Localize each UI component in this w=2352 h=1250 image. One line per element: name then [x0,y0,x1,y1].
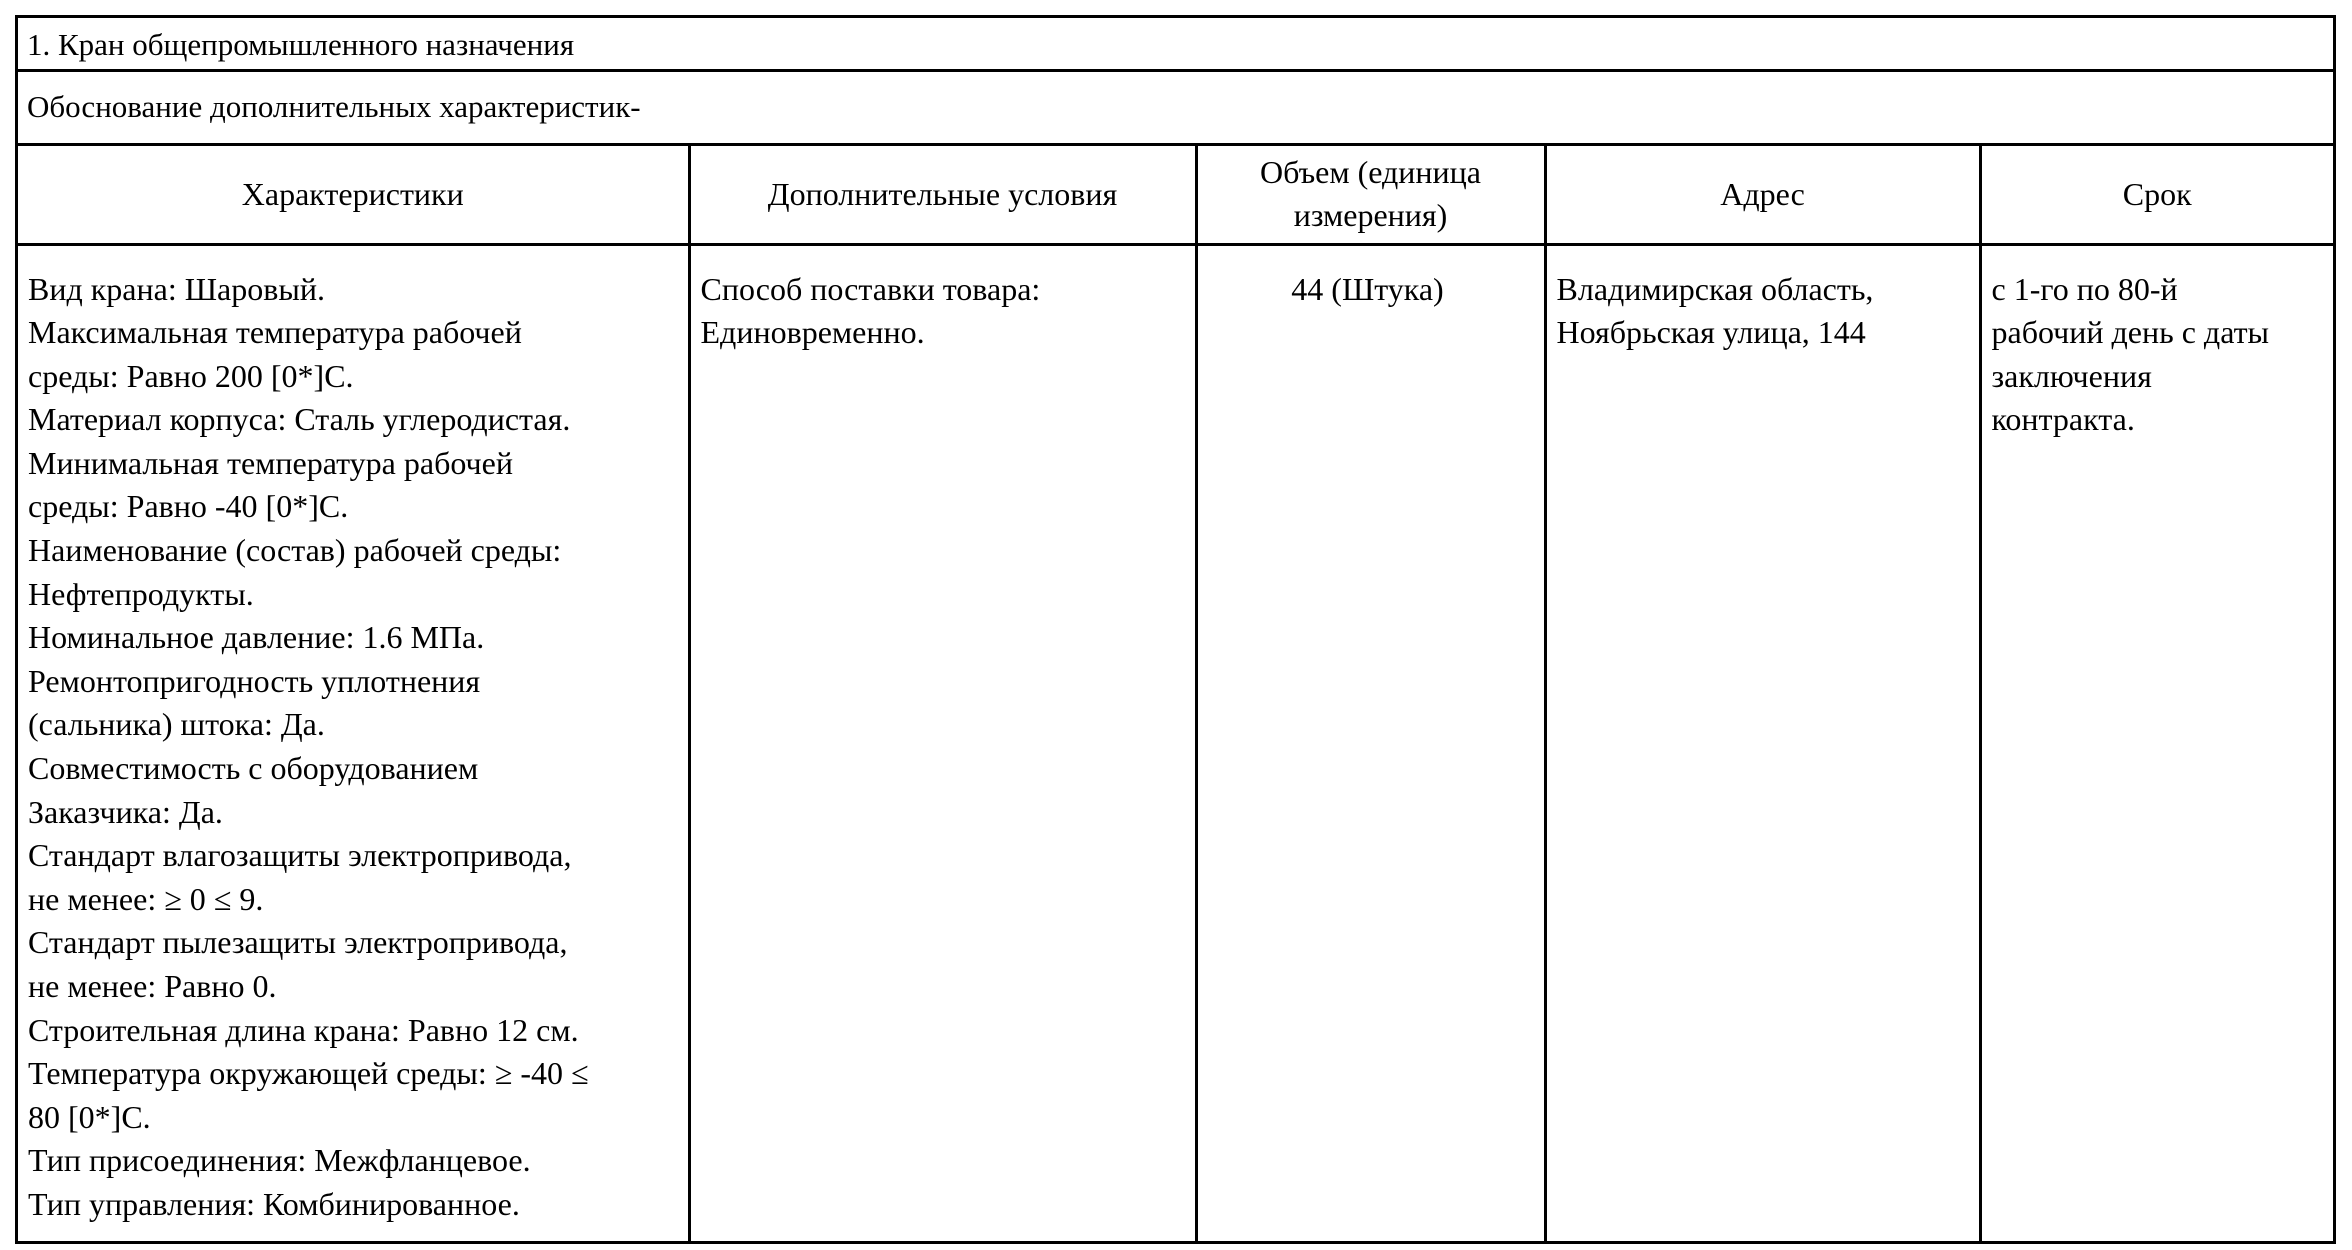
cell-characteristics [18,244,689,1241]
characteristic-line: Номинальное давление: 1.6 МПа. [28,619,485,656]
characteristic-line: среды: Равно 200 [0*]С. [28,357,354,394]
characteristic-line: 80 [0*]С. [28,1098,151,1135]
header-term: Срок [1980,146,2333,244]
characteristic-line: Стандарт влагозащиты электропривода, [28,837,572,874]
characteristic-line: Наименование (состав) рабочей среды: [28,532,562,569]
header-volume-line-1: Объем (единица [1259,154,1481,191]
cell-volume: 44 (Штука) [1196,244,1545,1241]
condition-line: Единовременно. [700,314,925,351]
characteristic-line: среды: Равно -40 [0*]С. [28,488,349,525]
characteristic-line: (сальника) штока: Да. [28,706,325,743]
header-address: Адрес [1545,146,1980,244]
justification-heading: Обоснование дополнительных характеристик- [18,72,2333,146]
characteristic-line: Нефтепродукты. [28,575,254,612]
characteristic-line: Тип управления: Комбинированное. [28,1185,520,1222]
item-title: 1. Кран общепромышленного назначения [18,18,2333,72]
term-line: с 1-го по 80-й [1991,270,2178,307]
characteristic-line: Минимальная температура рабочей [28,444,513,481]
characteristic-line: Стандарт пылезащиты электропривода, [28,924,568,961]
header-volume-line-2: измерения) [1293,197,1448,234]
address-line: Владимирская область, [1556,270,1874,307]
procurement-spec-document [15,15,2336,1244]
characteristic-line: Заказчика: Да. [28,793,223,830]
term-line: контракта. [1991,401,2135,438]
characteristic-line: Максимальная температура рабочей [28,314,522,351]
condition-line: Способ поставки товара: [700,270,1041,307]
characteristic-line: Совместимость с оборудованием [28,750,479,787]
cell-address [1545,244,1980,1241]
table-row [18,244,2333,1241]
header-characteristics: Характеристики [18,146,689,244]
characteristic-line: не менее: ≥ 0 ≤ 9. [28,880,264,917]
term-line: рабочий день с даты [1991,314,2270,351]
characteristic-line: Вид крана: Шаровый. [28,270,325,307]
header-conditions: Дополнительные условия [689,146,1196,244]
header-volume [1196,146,1545,244]
characteristic-line: Ремонтопригодность уплотнения [28,662,481,699]
characteristic-line: Температура окружающей среды: ≥ -40 ≤ [28,1055,589,1092]
table-header-row [18,146,2333,244]
characteristic-line: Тип присоединения: Межфланцевое. [28,1142,531,1179]
characteristic-line: Строительная длина крана: Равно 12 см. [28,1011,579,1048]
characteristic-line: не менее: Равно 0. [28,968,277,1004]
term-line: заключения [1991,357,2152,394]
address-line: Ноябрьская улица, 144 [1556,314,1866,351]
characteristic-line: Материал корпуса: Сталь углеродистая. [28,401,571,438]
cell-term [1980,244,2333,1241]
spec-table [18,146,2333,1241]
cell-conditions [689,244,1196,1241]
